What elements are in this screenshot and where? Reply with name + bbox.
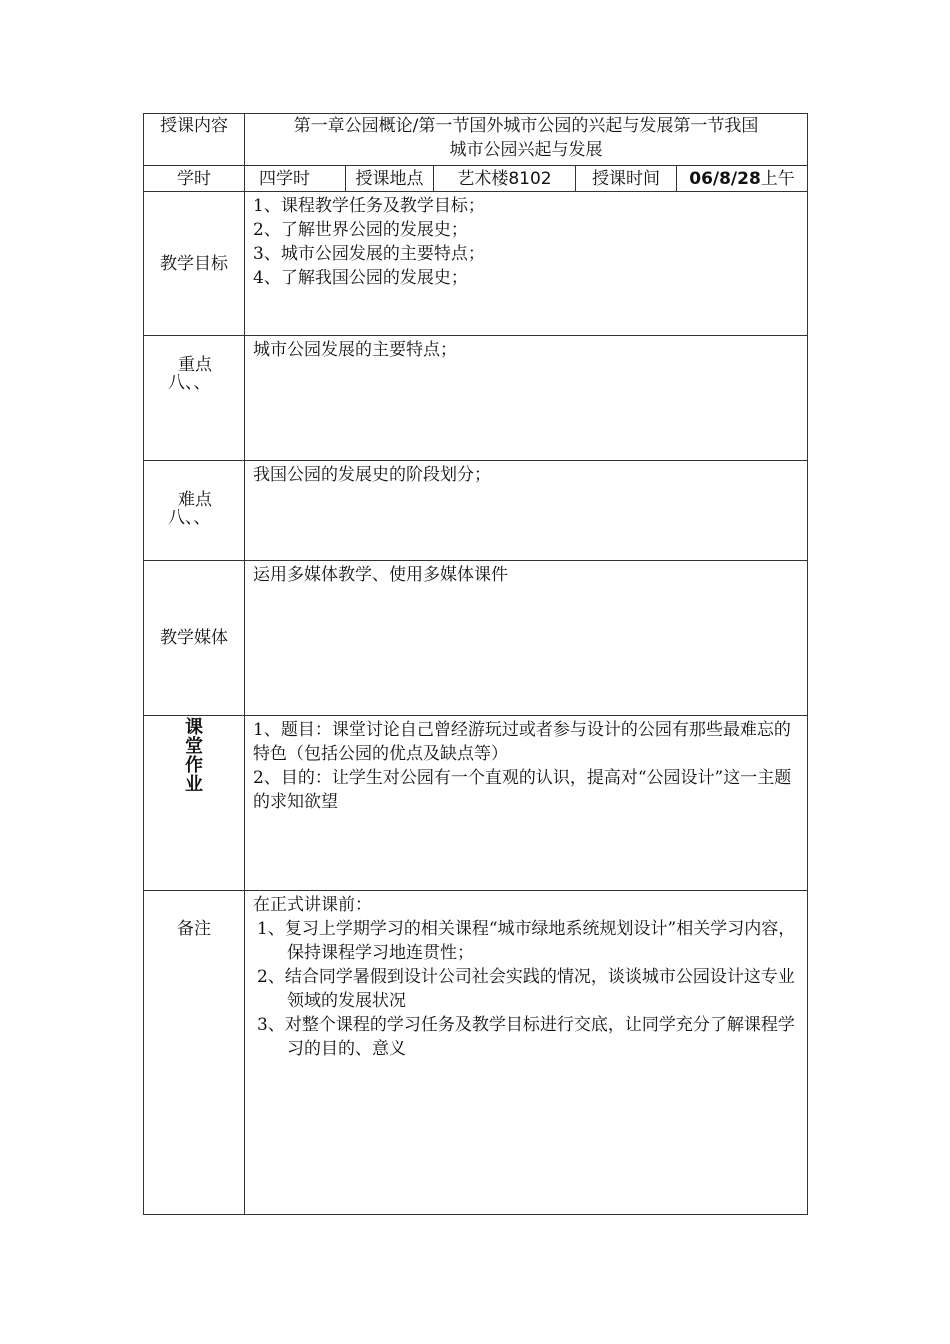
goal-item: 4、了解我国公园的发展史；	[253, 268, 468, 288]
difficulty-label	[144, 461, 245, 561]
key-point-content	[245, 336, 808, 461]
row-notes	[144, 891, 808, 1215]
goals-label	[144, 192, 245, 336]
hours-value	[245, 166, 346, 192]
row-media	[144, 561, 808, 716]
row-key-point	[144, 336, 808, 461]
media-label-text: 教学媒体	[160, 628, 228, 648]
teaching-content-line1: 第一章公园概论/第一节国外城市公园的兴起与发展第一节我国	[293, 116, 759, 136]
teaching-content-label	[144, 114, 245, 166]
hours-value-text: 四学时	[259, 168, 310, 189]
goal-item: 3、城市公园发展的主要特点；	[253, 244, 485, 264]
place-label	[346, 166, 434, 192]
key-point-label-line2: 八、、	[168, 373, 211, 393]
teaching-content-line2: 城市公园兴起与发展	[449, 140, 603, 160]
difficulty-label-line1: 难点	[178, 490, 212, 510]
key-point-label-block	[168, 356, 212, 392]
teaching-content-value	[245, 114, 808, 166]
notes-item: 2、结合同学暑假到设计公司社会实践的情况，谈谈城市公园设计这专业领域的发展状况	[257, 967, 795, 1011]
homework-item: 2、目的：让学生对公园有一个直观的认识，提高对“公园设计”这一主题的求知欲望	[253, 768, 792, 812]
goals-content	[245, 192, 808, 336]
notes-label-text: 备注	[177, 919, 211, 939]
row-homework	[144, 716, 808, 891]
difficulty-label-line2: 八、、	[168, 508, 211, 528]
notes-item: 1、复习上学期学习的相关课程“城市绿地系统规划设计”相关学习内容，保持课程学习地连贯性；	[257, 919, 796, 963]
notes-item: 3、对整个课程的学习任务及教学目标进行交底，让同学充分了解课程学习的目的、意义	[257, 1015, 795, 1059]
notes-label	[144, 891, 245, 1215]
homework-item: 1、题目：课堂讨论自己曾经游玩过或者参与设计的公园有那些最难忘的特色（包括公园的优点及缺点等）	[253, 720, 791, 764]
homework-label-text: 课堂作业	[185, 717, 203, 795]
media-text: 运用多媒体教学、使用多媒体课件	[253, 565, 508, 585]
place-value-text: 艺术楼8102	[457, 168, 552, 189]
row-difficulty	[144, 461, 808, 561]
time-value-suffix: 上午	[760, 168, 795, 189]
homework-content	[245, 716, 808, 891]
hours-label	[144, 166, 245, 192]
difficulty-text: 我国公园的发展史的阶段划分；	[253, 465, 491, 485]
homework-label	[144, 716, 245, 891]
notes-content	[245, 891, 808, 1215]
time-value-date: 06/8/28	[689, 168, 761, 189]
place-value	[434, 166, 576, 192]
notes-intro: 在正式讲课前：	[253, 895, 372, 915]
time-label-text: 授课时间	[592, 168, 660, 189]
time-value	[677, 166, 808, 192]
hours-label-text: 学时	[177, 168, 211, 189]
goal-item: 1、课程教学任务及教学目标；	[253, 196, 485, 216]
goals-label-text: 教学目标	[160, 253, 228, 274]
time-label	[576, 166, 677, 192]
place-label-text: 授课地点	[355, 168, 424, 189]
difficulty-label-block	[168, 491, 212, 527]
key-point-label	[144, 336, 245, 461]
row-meta	[144, 166, 808, 192]
teaching-content-label-text: 授课内容	[160, 116, 228, 136]
lesson-plan-sheet	[143, 113, 807, 1215]
row-teaching-content	[144, 114, 808, 166]
key-point-label-line1: 重点	[178, 355, 212, 375]
goal-item: 2、了解世界公园的发展史；	[253, 220, 468, 240]
difficulty-content	[245, 461, 808, 561]
row-goals	[144, 192, 808, 336]
media-content	[245, 561, 808, 716]
key-point-text: 城市公园发展的主要特点；	[253, 340, 457, 360]
media-label	[144, 561, 245, 716]
lesson-plan-table	[143, 113, 808, 1215]
